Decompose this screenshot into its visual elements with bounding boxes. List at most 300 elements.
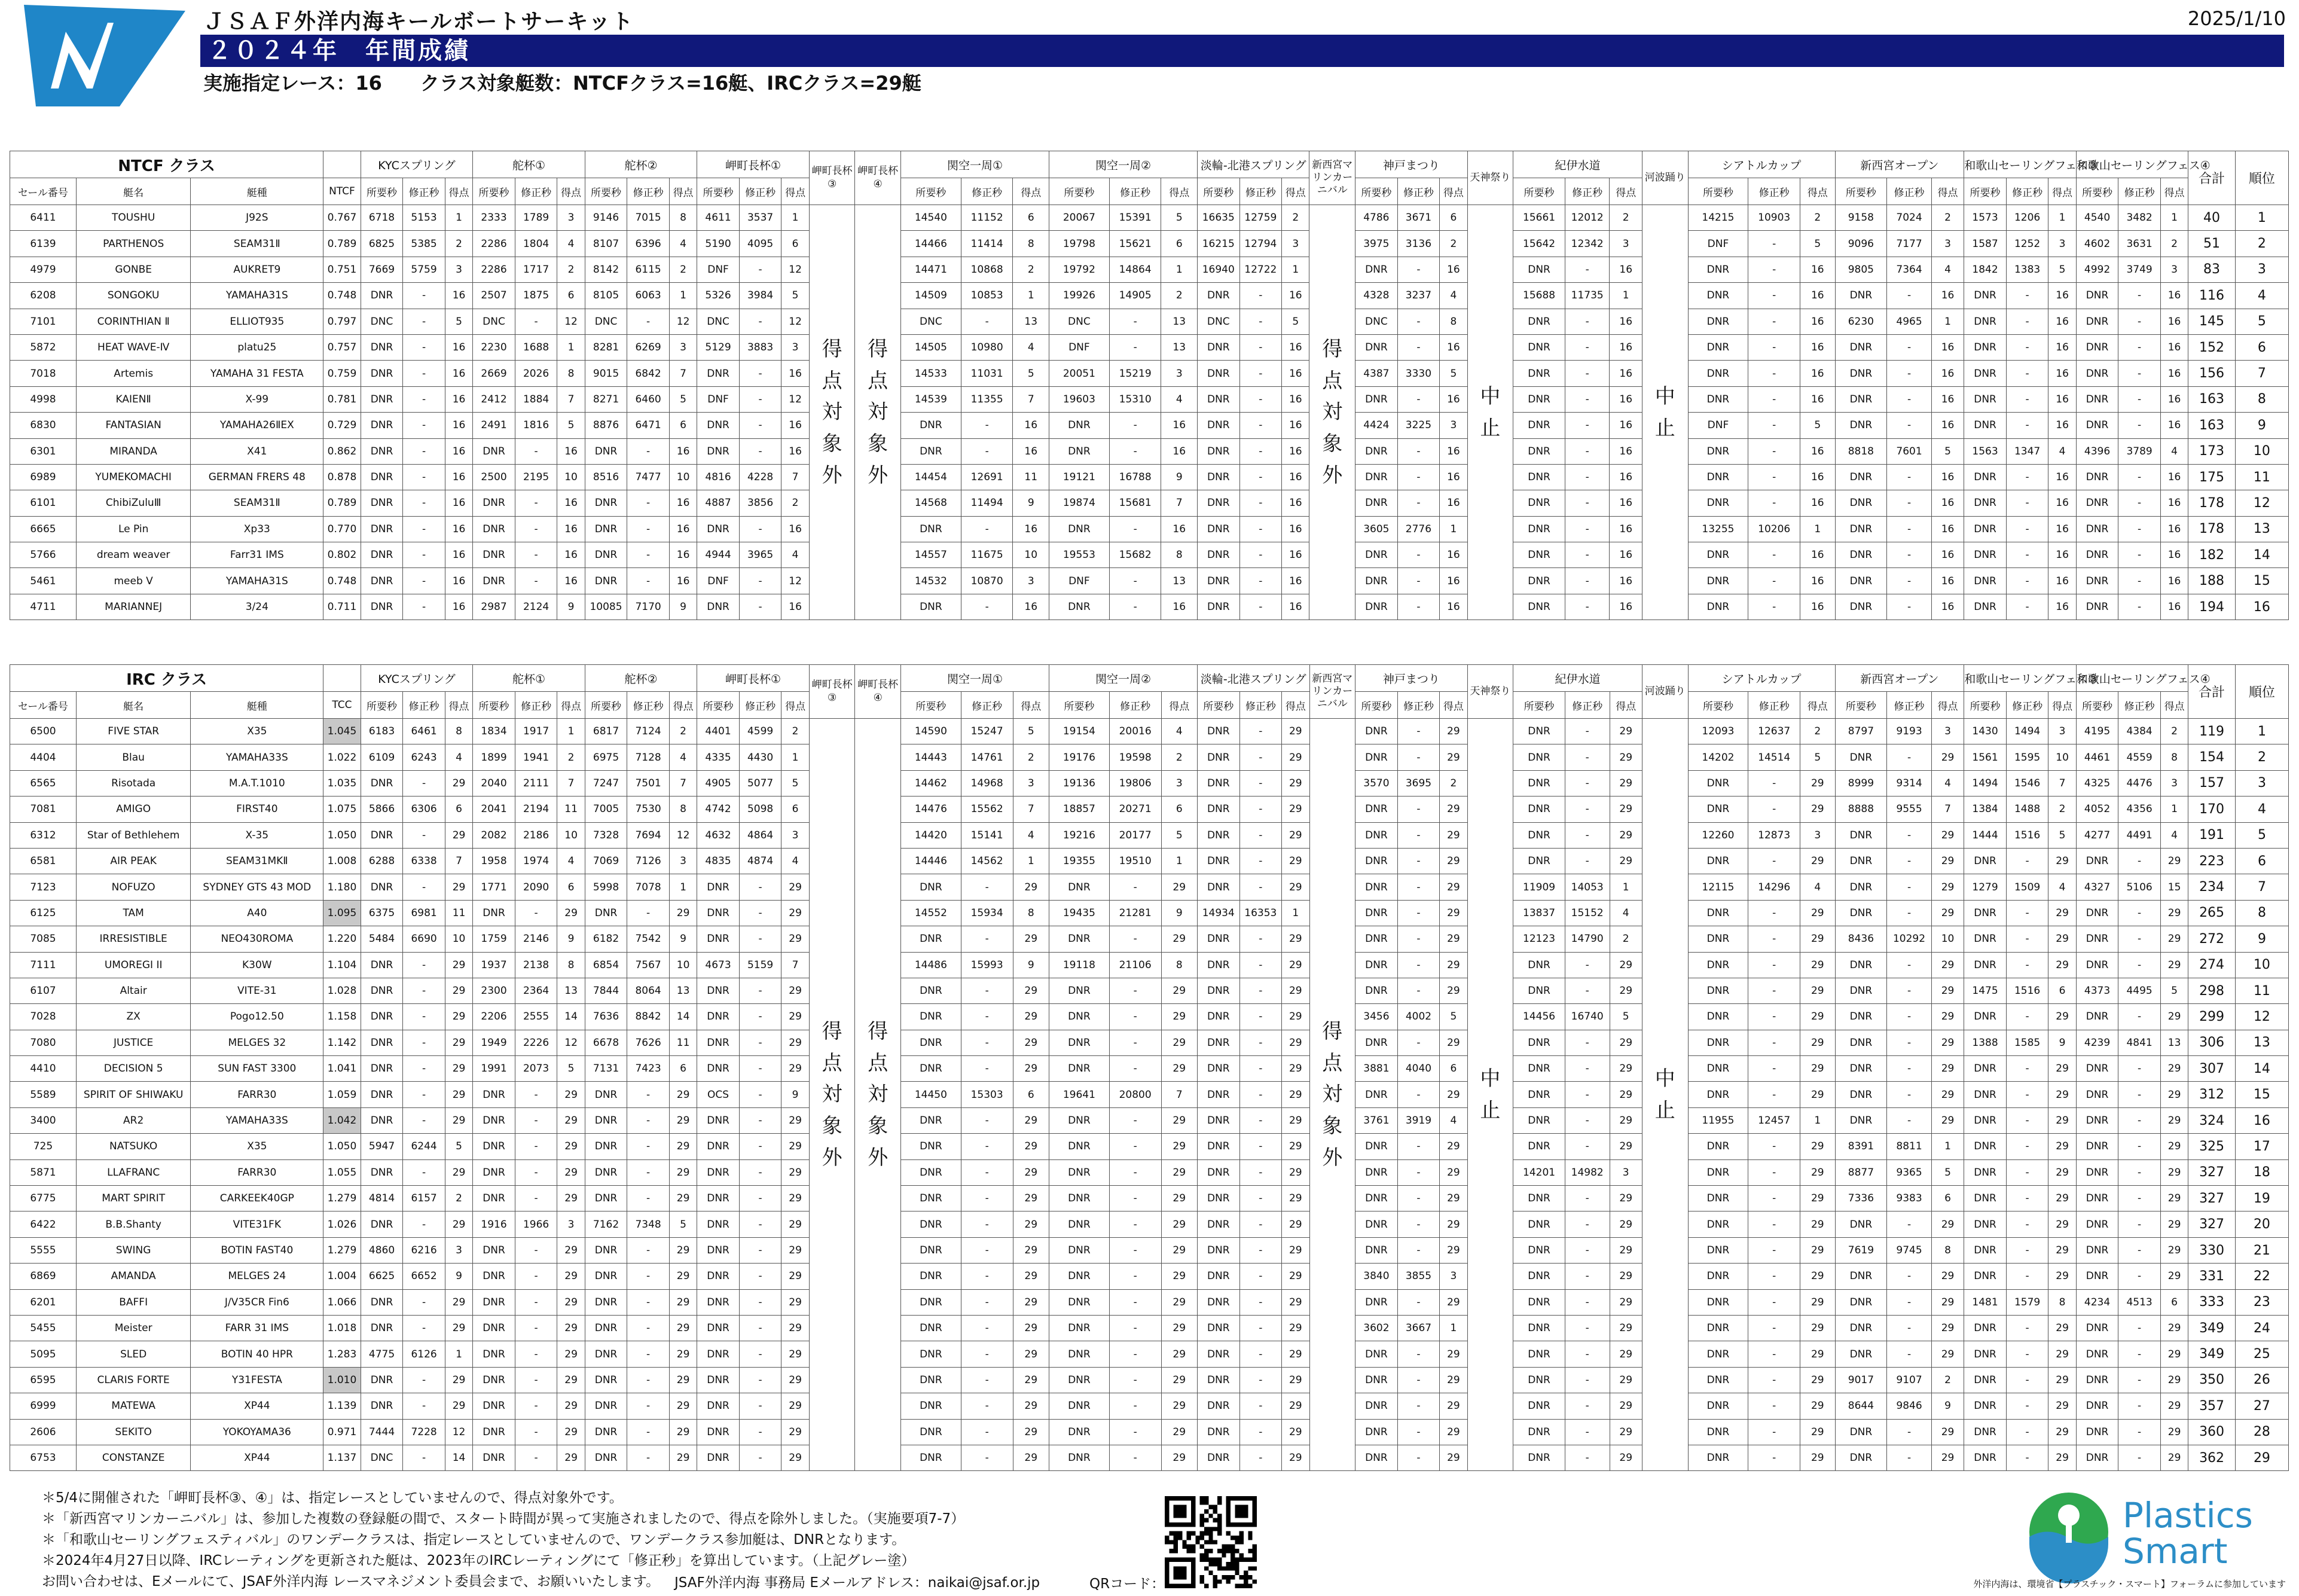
race-header: 紀伊水道 (1513, 151, 1642, 178)
race-points: 16 (1440, 568, 1467, 594)
corrected-seconds: - (1397, 594, 1440, 620)
elapsed-seconds: DNR (901, 1315, 961, 1341)
corrected-seconds: - (739, 978, 781, 1003)
corrected-seconds: 7126 (627, 848, 670, 874)
corrected-seconds: - (1887, 542, 1932, 568)
corrected-seconds: - (403, 361, 445, 386)
elapsed-seconds: DNR (2076, 1212, 2118, 1237)
corrected-seconds: - (1239, 874, 1282, 900)
corrected-seconds: - (403, 516, 445, 542)
corrected-seconds: - (515, 1186, 557, 1212)
points-header: 得点 (669, 692, 697, 719)
elapsed-seconds: 15661 (1513, 205, 1565, 231)
corrected-seconds: - (1748, 1056, 1800, 1082)
corrected-seconds: - (627, 1264, 670, 1289)
corrected-header: 修正秒 (961, 692, 1013, 719)
elapsed-seconds: 14456 (1513, 1004, 1565, 1030)
sail-number-header: セール番号 (10, 178, 77, 205)
elapsed-seconds: DNR (697, 1341, 740, 1367)
corrected-seconds: - (1748, 231, 1800, 257)
race-points: 29 (1800, 1004, 1836, 1030)
boat-type: K30W (191, 952, 323, 978)
race-points: 29 (781, 1264, 809, 1289)
elapsed-seconds: DNF (1049, 334, 1109, 360)
elapsed-seconds: 3456 (1355, 1004, 1398, 1030)
elapsed-seconds: DNR (1688, 542, 1748, 568)
race-points: 16 (1610, 309, 1642, 334)
race-points: 29 (2160, 1082, 2188, 1107)
race-points: 6 (1013, 1082, 1049, 1107)
rank: 19 (2235, 1186, 2288, 1212)
elapsed-seconds: DNR (473, 1289, 515, 1315)
rank-header: 順位 (2235, 665, 2288, 719)
elapsed-seconds: 8797 (1835, 719, 1887, 744)
race-points: 9 (2048, 1030, 2076, 1055)
boat-name: SPIRIT OF SHIWAKU (76, 1082, 191, 1107)
corrected-seconds: 2186 (515, 822, 557, 848)
rank: 26 (2235, 1367, 2288, 1393)
corrected-seconds: - (1887, 848, 1932, 874)
cancelled-note: 中 止 (1467, 205, 1513, 620)
elapsed-seconds: DNR (1049, 1315, 1110, 1341)
elapsed-seconds: DNR (1964, 490, 2007, 516)
sail-number: 6208 (10, 283, 77, 309)
race-points: 16 (1013, 438, 1049, 464)
race-points: 29 (1013, 1367, 1049, 1393)
corrected-header: 修正秒 (515, 692, 557, 719)
elapsed-seconds: 4328 (1355, 283, 1398, 309)
elapsed-seconds: 6109 (361, 744, 403, 770)
corrected-seconds: 3856 (739, 490, 781, 516)
race-points: 29 (1800, 1082, 1836, 1107)
elapsed-seconds: DNR (1964, 283, 2007, 309)
race-points: 29 (1800, 1186, 1836, 1212)
corrected-seconds: - (1748, 568, 1800, 594)
boat-name: DECISION 5 (76, 1056, 191, 1082)
total-points: 360 (2188, 1419, 2236, 1445)
corrected-seconds: - (1109, 1237, 1161, 1263)
race-points: 29 (1282, 1212, 1309, 1237)
corrected-seconds: 11735 (1565, 283, 1610, 309)
race-points: 29 (1440, 1134, 1467, 1159)
total-points: 362 (2188, 1445, 2236, 1470)
elapsed-seconds: 7131 (585, 1056, 627, 1082)
points-header: 得点 (669, 178, 697, 205)
rank: 1 (2235, 205, 2288, 231)
race-points: 2 (445, 1186, 472, 1212)
race-points: 2 (1800, 719, 1836, 744)
sail-number: 4998 (10, 386, 77, 412)
boat-type: M.A.T.1010 (191, 770, 323, 796)
plastics-smart-caption: 外洋内海は、環境省【プラスチック・スマート】フォーラムに参加しています (1973, 1579, 2286, 1589)
race-points: 5 (1931, 1159, 1964, 1185)
elapsed-seconds: DNR (1355, 744, 1398, 770)
race-points: 29 (1013, 1419, 1049, 1445)
total-header: 合計 (2188, 151, 2236, 205)
corrected-seconds: - (1565, 568, 1610, 594)
corrected-seconds: 11355 (961, 386, 1013, 412)
corrected-seconds: - (961, 1134, 1013, 1159)
race-points: 3 (1161, 361, 1198, 386)
corrected-seconds: - (1397, 309, 1440, 334)
boat-name: NOFUZO (76, 874, 191, 900)
rank: 13 (2235, 1030, 2288, 1055)
corrected-seconds: - (961, 874, 1013, 900)
race-points: 29 (2160, 848, 2188, 874)
rating-value: 1.142 (323, 1030, 361, 1055)
corrected-seconds: 6126 (403, 1341, 445, 1367)
jsaf-logo (24, 5, 185, 106)
race-points: 29 (1161, 1212, 1198, 1237)
total-points: 223 (2188, 848, 2236, 874)
elapsed-seconds: DNR (1688, 1186, 1748, 1212)
race-header: 岬町長杯④ (855, 665, 901, 719)
elapsed-seconds: DNR (901, 1289, 961, 1315)
race-points: 29 (2048, 1212, 2076, 1237)
elapsed-seconds: DNR (361, 361, 403, 386)
corrected-seconds: 12873 (1748, 822, 1800, 848)
elapsed-seconds: 14557 (900, 542, 961, 568)
boat-name: GONBE (76, 257, 191, 282)
boat-type: BOTIN 40 HPR (191, 1341, 323, 1367)
rating-value: 1.026 (323, 1212, 361, 1237)
corrected-seconds: - (1239, 1315, 1282, 1341)
sail-number: 5461 (10, 568, 77, 594)
corrected-seconds: - (1887, 952, 1932, 978)
sail-number: 4410 (10, 1056, 77, 1082)
boat-type: FIRST40 (191, 797, 323, 822)
total-points: 331 (2188, 1264, 2236, 1289)
corrected-seconds: 1717 (515, 257, 557, 282)
boat-name: Risotada (76, 770, 191, 796)
corrected-seconds: - (739, 361, 781, 386)
elapsed-seconds: DNR (1513, 1445, 1565, 1470)
corrected-seconds: 1516 (2006, 822, 2048, 848)
race-points: 29 (1440, 1367, 1467, 1393)
corrected-seconds: - (403, 1393, 445, 1419)
elapsed-header: 所要秒 (1688, 692, 1748, 719)
elapsed-seconds: 8999 (1835, 770, 1887, 796)
race-points: 1 (1282, 900, 1309, 926)
race-points: 29 (781, 1212, 809, 1237)
race-points: 16 (1282, 413, 1309, 438)
elapsed-seconds: DNR (901, 1237, 961, 1263)
elapsed-seconds: 1573 (1964, 205, 2007, 231)
corrected-seconds: - (403, 413, 445, 438)
elapsed-seconds: DNR (1355, 464, 1398, 490)
elapsed-seconds: DNR (1688, 1030, 1748, 1055)
race-points: 1 (1931, 309, 1964, 334)
race-points: 8 (2160, 744, 2188, 770)
race-points: 6 (1161, 797, 1198, 822)
corrected-seconds: 15303 (961, 1082, 1013, 1107)
corrected-seconds: 21106 (1109, 952, 1161, 978)
elapsed-seconds: DNR (697, 1264, 740, 1289)
race-points: 3 (781, 334, 809, 360)
race-points: 9 (445, 1264, 472, 1289)
corrected-seconds: 11675 (961, 542, 1013, 568)
corrected-seconds: - (739, 1186, 781, 1212)
table-row (10, 334, 2289, 360)
rating-value: 1.279 (323, 1237, 361, 1263)
corrected-seconds: - (1239, 1056, 1282, 1082)
elapsed-seconds: DNR (1835, 900, 1887, 926)
corrected-seconds: - (2006, 594, 2048, 620)
total-points: 119 (2188, 719, 2236, 744)
corrected-seconds: 5077 (739, 770, 781, 796)
corrected-seconds: 2111 (515, 770, 557, 796)
corrected-seconds: - (403, 952, 445, 978)
boat-type: CARKEEK40GP (191, 1186, 323, 1212)
corrected-seconds: - (1748, 952, 1800, 978)
corrected-seconds: - (739, 900, 781, 926)
race-points: 29 (1800, 1212, 1836, 1237)
elapsed-seconds: DNC (585, 309, 627, 334)
elapsed-seconds: DNR (901, 874, 961, 900)
race-points: 7 (557, 770, 585, 796)
corrected-seconds: - (1109, 874, 1161, 900)
corrected-seconds: - (2118, 1082, 2161, 1107)
race-points: 16 (1931, 464, 1964, 490)
rank: 23 (2235, 1289, 2288, 1315)
corrected-seconds: - (1397, 464, 1440, 490)
race-points: 6 (781, 797, 809, 822)
elapsed-seconds: DNR (473, 1186, 515, 1212)
race-points: 12 (557, 1030, 585, 1055)
corrected-seconds: 7501 (627, 770, 670, 796)
points-header: 得点 (445, 178, 472, 205)
points-header: 得点 (2048, 692, 2076, 719)
race-points: 29 (1610, 1264, 1642, 1289)
elapsed-seconds: DNR (1355, 1289, 1398, 1315)
elapsed-seconds: DNR (2076, 1237, 2118, 1263)
race-points: 29 (1013, 1186, 1049, 1212)
corrected-seconds: - (1748, 1004, 1800, 1030)
race-points: 7 (1931, 797, 1964, 822)
elapsed-seconds: 14552 (901, 900, 961, 926)
elapsed-seconds: DNR (1688, 1264, 1748, 1289)
race-points: 29 (1013, 1159, 1049, 1185)
corrected-seconds: 1917 (515, 719, 557, 744)
race-points: 3 (1013, 568, 1049, 594)
corrected-seconds: - (2118, 1341, 2161, 1367)
corrected-seconds: 6338 (403, 848, 445, 874)
sail-number: 5095 (10, 1341, 77, 1367)
race-points: 3 (1800, 822, 1836, 848)
corrected-seconds: - (961, 1237, 1013, 1263)
race-points: 29 (781, 1004, 809, 1030)
corrected-seconds: - (627, 1107, 670, 1133)
elapsed-seconds: DNR (361, 386, 403, 412)
corrected-seconds: - (1397, 952, 1440, 978)
elapsed-seconds: DNR (1835, 1212, 1887, 1237)
corrected-seconds: - (2006, 1004, 2048, 1030)
race-header: 岬町長杯① (697, 151, 810, 178)
rank: 1 (2235, 719, 2288, 744)
cancelled-note: 中 止 (1642, 205, 1688, 620)
elapsed-seconds: 1991 (473, 1056, 515, 1082)
boat-type: ELLIOT935 (191, 309, 323, 334)
race-points: 29 (1440, 797, 1467, 822)
race-points: 1 (781, 205, 809, 231)
rating-value: 0.729 (323, 413, 361, 438)
corrected-header: 修正秒 (1397, 178, 1440, 205)
points-header: 得点 (445, 692, 472, 719)
corrected-seconds: - (2006, 900, 2048, 926)
elapsed-seconds: DNR (473, 1082, 515, 1107)
elapsed-seconds: DNR (1688, 1367, 1748, 1393)
race-header: 新西宮オープン (1835, 665, 1964, 692)
elapsed-seconds: 3881 (1355, 1056, 1398, 1082)
corrected-seconds: 1579 (2006, 1289, 2048, 1315)
race-points: 16 (1440, 438, 1467, 464)
race-points: 7 (669, 361, 697, 386)
boat-type: X-35 (191, 822, 323, 848)
boat-name: MATEWA (76, 1393, 191, 1419)
race-points: 3 (445, 257, 472, 282)
elapsed-seconds: DNR (901, 1159, 961, 1185)
rating-value: 0.711 (323, 594, 361, 620)
race-points: 5 (1931, 438, 1964, 464)
corrected-seconds: - (1239, 1445, 1282, 1470)
elapsed-seconds: DNC (1049, 309, 1109, 334)
race-points: 29 (669, 1186, 697, 1212)
race-points: 8 (445, 719, 472, 744)
corrected-seconds: - (403, 386, 445, 412)
elapsed-header: 所要秒 (1513, 178, 1565, 205)
race-points: 16 (2048, 386, 2076, 412)
elapsed-seconds: DNR (1688, 594, 1748, 620)
elapsed-seconds: DNR (1964, 309, 2007, 334)
corrected-seconds: - (1565, 1341, 1610, 1367)
boat-type: SEAM31MKⅡ (191, 848, 323, 874)
corrected-seconds: - (2006, 1315, 2048, 1341)
race-points: 16 (445, 568, 472, 594)
race-points: 29 (1013, 1134, 1049, 1159)
boat-name: LLAFRANC (76, 1159, 191, 1185)
corrected-seconds: - (1565, 257, 1610, 282)
corrected-seconds: - (403, 283, 445, 309)
race-points: 4 (445, 744, 472, 770)
corrected-seconds: 7015 (627, 205, 670, 231)
corrected-seconds: - (1109, 1445, 1161, 1470)
corrected-seconds: - (961, 978, 1013, 1003)
elapsed-seconds: DNR (361, 978, 403, 1003)
race-points: 7 (1013, 386, 1049, 412)
irc-results-table (10, 664, 2289, 1471)
race-points: 29 (1282, 1082, 1309, 1107)
race-points: 29 (2048, 1186, 2076, 1212)
race-points: 29 (2048, 848, 2076, 874)
corrected-seconds: - (1748, 1212, 1800, 1237)
corrected-seconds: - (403, 1367, 445, 1393)
race-points: 1 (1161, 848, 1198, 874)
race-points: 12 (669, 309, 697, 334)
corrected-seconds: - (1109, 1004, 1161, 1030)
total-points: 350 (2188, 1367, 2236, 1393)
corrected-seconds: - (1565, 490, 1610, 516)
ntcf-results-table (10, 151, 2289, 620)
race-points: 29 (1931, 1419, 1964, 1445)
corrected-seconds: - (1239, 952, 1282, 978)
corrected-seconds: - (961, 1419, 1013, 1445)
boat-name: ChibiZuluⅢ (76, 490, 191, 516)
corrected-seconds: - (1748, 1134, 1800, 1159)
race-points: 29 (1440, 1212, 1467, 1237)
race-points: 29 (1161, 1107, 1198, 1133)
race-points: 1 (669, 874, 697, 900)
elapsed-seconds: 11955 (1688, 1107, 1748, 1133)
race-points: 29 (669, 1107, 697, 1133)
qr-code-icon[interactable] (1165, 1496, 1257, 1588)
rank: 16 (2235, 1107, 2288, 1133)
corrected-seconds: - (1397, 1367, 1440, 1393)
corrected-seconds: - (1565, 334, 1610, 360)
corrected-seconds: - (1239, 1004, 1282, 1030)
race-points: 29 (445, 770, 472, 796)
elapsed-seconds: DNR (1198, 1393, 1240, 1419)
elapsed-seconds: DNR (1198, 1341, 1240, 1367)
race-points: 5 (1440, 361, 1467, 386)
corrected-seconds: - (739, 1367, 781, 1393)
race-points: 29 (781, 1367, 809, 1393)
corrected-seconds: 11152 (961, 205, 1013, 231)
elapsed-seconds: DNR (697, 1393, 740, 1419)
elapsed-seconds: DNR (1355, 978, 1398, 1003)
table-row (10, 1341, 2289, 1367)
corrected-seconds: - (739, 1082, 781, 1107)
boat-name: AR2 (76, 1107, 191, 1133)
elapsed-seconds: DNR (1049, 516, 1109, 542)
race-points: 29 (1161, 1237, 1198, 1263)
boat-type-header: 艇種 (191, 692, 323, 719)
elapsed-seconds: 1563 (1964, 438, 2007, 464)
elapsed-seconds: DNR (1964, 542, 2007, 568)
elapsed-seconds: DNR (585, 1367, 627, 1393)
race-points: 13 (1161, 568, 1198, 594)
race-points: 16 (445, 516, 472, 542)
sail-number: 7101 (10, 309, 77, 334)
rating-value: 1.066 (323, 1289, 361, 1315)
elapsed-seconds: DNR (1964, 1367, 2007, 1393)
corrected-seconds: - (403, 1004, 445, 1030)
corrected-seconds: 3482 (2118, 205, 2161, 231)
corrected-seconds: - (1748, 309, 1800, 334)
race-points: 29 (445, 978, 472, 1003)
race-points: 29 (1161, 874, 1198, 900)
elapsed-seconds: 4775 (361, 1341, 403, 1367)
total-points: 154 (2188, 744, 2236, 770)
elapsed-seconds: DNR (1688, 848, 1748, 874)
corrected-seconds: 3631 (2118, 231, 2161, 257)
corrected-seconds: 7567 (627, 952, 670, 978)
elapsed-seconds: 14505 (900, 334, 961, 360)
race-points: 29 (1800, 1289, 1836, 1315)
corrected-seconds: - (1887, 516, 1932, 542)
corrected-seconds: 8064 (627, 978, 670, 1003)
elapsed-seconds: DNR (473, 516, 515, 542)
corrected-seconds: - (1397, 386, 1440, 412)
race-points: 4 (1440, 1107, 1467, 1133)
elapsed-seconds: DNR (1355, 438, 1398, 464)
elapsed-seconds: DNR (1964, 516, 2007, 542)
corrected-seconds: - (2118, 490, 2161, 516)
rating-value: 1.041 (323, 1056, 361, 1082)
race-points: 2 (1282, 205, 1309, 231)
elapsed-seconds: DNR (473, 1367, 515, 1393)
race-points: 29 (1440, 1289, 1467, 1315)
table-row (10, 1237, 2289, 1263)
